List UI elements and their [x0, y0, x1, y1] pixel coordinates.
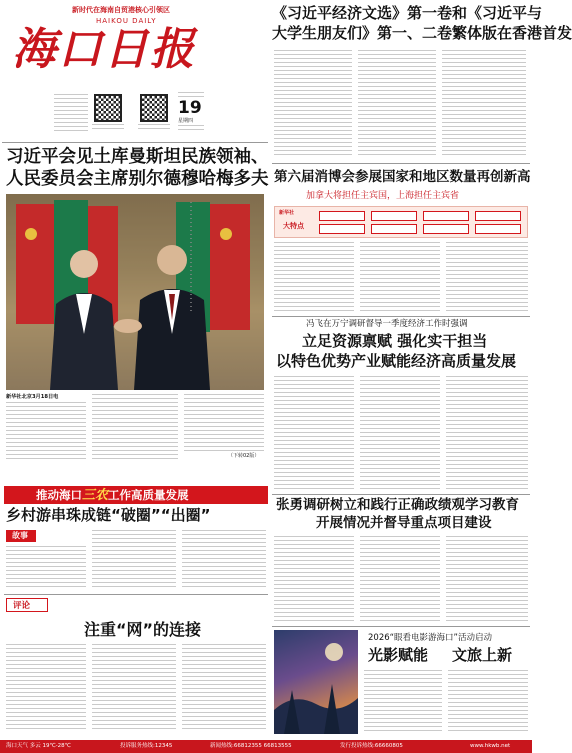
light-photo — [274, 630, 358, 734]
expo-subhead: 加拿大将担任主宾国，上海担任主宾省 — [306, 191, 460, 201]
feng-body-col-3 — [446, 376, 528, 490]
qr-code-2 — [140, 94, 168, 122]
lead-right-headline-2: 大学生朋友们》第一、二卷繁体版在香港首发 — [272, 24, 572, 42]
expo-tag-1: 新华社 — [279, 210, 295, 216]
zhang-story — [272, 496, 530, 624]
main-dateline: 新华社北京3月18日电 — [6, 394, 59, 400]
divider-feng-top — [272, 316, 530, 317]
expo-info-box-7 — [423, 224, 469, 234]
main-story — [0, 144, 270, 460]
rural-tag-box — [6, 530, 36, 542]
expo-info-box-2 — [371, 211, 417, 221]
footer-bar — [0, 740, 532, 753]
lead-right-body-col-1 — [274, 50, 352, 158]
light-photo-art — [274, 630, 358, 734]
date-box — [178, 92, 204, 132]
expo-body-col-2 — [360, 242, 440, 312]
expo-info-box-3 — [423, 211, 469, 221]
rural-banner-highlight: 三农 — [82, 488, 109, 503]
expo-info-box-6 — [371, 224, 417, 234]
commentary-body-col-3 — [182, 644, 266, 732]
light-headline-1: 光影赋能 — [368, 646, 429, 664]
commentary — [4, 596, 268, 736]
expo-headline: 第六届消博会参展国家和地区数量再创新高 — [274, 169, 531, 185]
divider-main-top — [2, 142, 268, 143]
rural-headline: 乡村游串珠成链“破圈”“出圈” — [6, 506, 211, 524]
commentary-tag: 评论 — [13, 601, 31, 611]
feng-body-col-2 — [360, 376, 440, 490]
rural-tag: 故事 — [12, 531, 28, 540]
lead-right-body-col-3 — [442, 50, 526, 158]
qr-caption-1 — [92, 124, 124, 132]
main-headline-2: 人民委员会主席别尔德穆哈梅多夫 — [6, 169, 269, 189]
feng-story — [272, 318, 530, 493]
lead-story-right — [272, 2, 572, 162]
zhang-headline-1: 张勇调研树立和践行正确政绩观学习教育 — [276, 497, 519, 513]
masthead-info-left — [54, 94, 88, 132]
expo-infographic — [274, 206, 528, 238]
expo-info-box-8 — [475, 224, 521, 234]
footer-service: 发行投诉热线:66660805 — [340, 743, 403, 749]
commentary-body-col-2 — [92, 644, 176, 732]
qr-caption-2 — [138, 124, 170, 132]
rural-body-col-3 — [182, 530, 266, 590]
lead-right-body-col-2 — [358, 50, 436, 158]
footer-weather: 海口天气 多云 19℃-28℃ — [6, 743, 71, 749]
expo-info-box-5 — [319, 224, 365, 234]
feng-body-col-1 — [274, 376, 354, 490]
rural-banner-text: 推动海口三农工作高质量发展 — [36, 488, 189, 503]
divider-zhang-top — [272, 494, 530, 495]
divider-expo-top — [272, 163, 530, 164]
rural-story — [4, 506, 268, 592]
commentary-body-col-1 — [6, 644, 86, 732]
date-day: 19 — [178, 98, 202, 118]
light-body-col-1 — [364, 670, 442, 734]
rural-body-col-2 — [92, 530, 176, 590]
footer-news-hotline: 新闻热线:66812355 66813555 — [210, 743, 292, 749]
divider-light-top — [272, 626, 530, 627]
commentary-tag-box — [6, 598, 48, 612]
main-body-col-2 — [92, 394, 178, 460]
commentary-headline: 注重“网”的连接 — [84, 620, 202, 639]
light-kicker: 2026“眼看电影游海口”活动启动 — [368, 633, 492, 643]
expo-tag-2: 大特点 — [283, 222, 304, 230]
footer-website[interactable]: www.hkwb.net — [470, 743, 511, 749]
weekday: 星期四 — [178, 118, 194, 124]
footer-hotline: 投诉服务热线:12345 — [120, 743, 173, 749]
zhang-headline-2: 开展情况并督导重点项目建设 — [316, 515, 492, 531]
light-story — [272, 628, 530, 738]
zhang-body-col-3 — [446, 536, 528, 622]
expo-body-col-1 — [274, 242, 354, 312]
masthead-slogan: 新时代在海南自贸港核心引领区 — [72, 6, 170, 14]
main-headline-1: 习近平会见土库曼斯坦民族领袖、 — [6, 147, 269, 167]
expo-info-box-1 — [319, 211, 365, 221]
main-body-col-3 — [184, 394, 264, 452]
main-photo-caption — [190, 202, 192, 312]
qr-code-1 — [94, 94, 122, 122]
expo-story — [272, 166, 530, 314]
rural-banner — [4, 486, 268, 504]
main-jump: （下转02版） — [228, 453, 260, 459]
light-headline-2: 文旅上新 — [452, 646, 513, 664]
feng-kicker: 冯飞在万宁调研督导一季度经济工作时强调 — [306, 319, 468, 329]
main-body-col-1 — [6, 402, 86, 460]
masthead — [0, 0, 205, 140]
zhang-body-col-1 — [274, 536, 354, 622]
feng-headline-1: 立足资源禀赋 强化实干担当 — [302, 332, 488, 350]
date-year-month — [178, 92, 204, 97]
expo-info-box-4 — [475, 211, 521, 221]
zhang-body-col-2 — [360, 536, 440, 622]
feng-headline-2: 以特色优势产业赋能经济高质量发展 — [276, 352, 517, 370]
masthead-en-name: HAIKOU DAILY — [96, 17, 157, 25]
lead-right-headline-1: 《习近平经济文选》第一卷和《习近平与 — [272, 4, 543, 22]
rural-body-col-1 — [6, 546, 86, 590]
masthead-logo: 海口日报 — [12, 24, 196, 75]
main-photo-art — [6, 194, 264, 390]
divider-commentary-top — [4, 594, 268, 595]
light-body-col-2 — [448, 670, 528, 734]
expo-body-col-3 — [446, 242, 528, 312]
date-lunar — [178, 125, 204, 131]
main-photo — [6, 194, 264, 390]
